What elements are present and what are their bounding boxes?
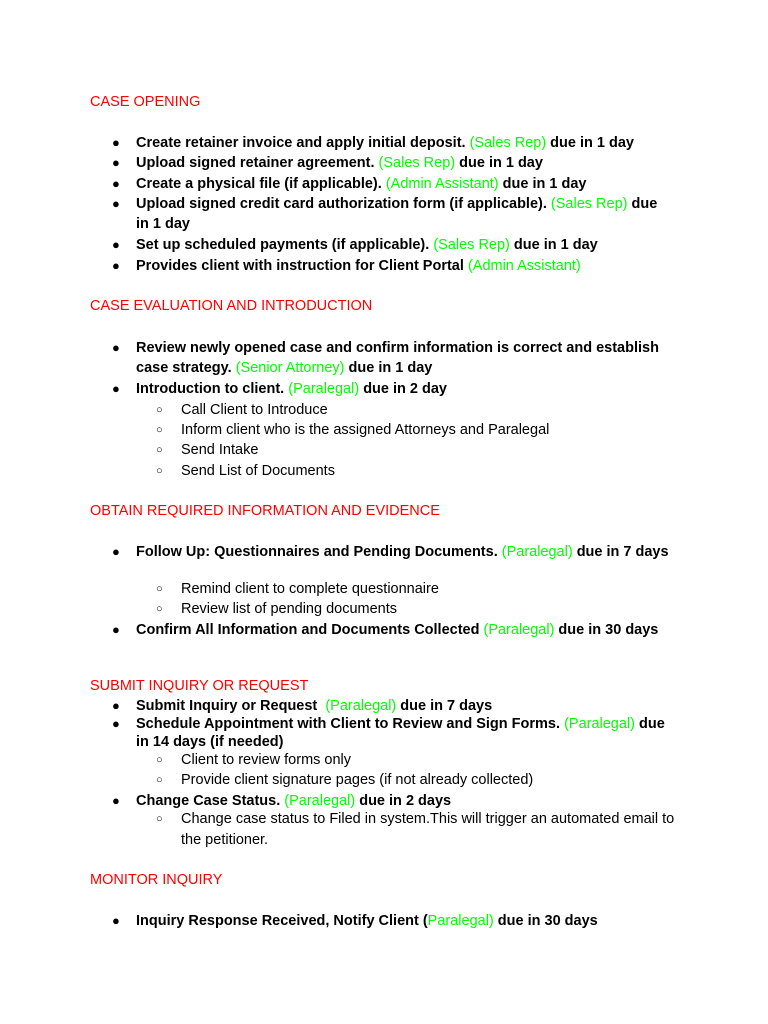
- bullet-icon: ●: [112, 793, 120, 808]
- sub-list-item: [156, 420, 686, 441]
- due-text: due in 1 day: [498, 176, 587, 192]
- section-heading-submit-inquiry: SUBMIT INQUIRY OR REQUEST: [90, 678, 309, 694]
- bullet-icon: ●: [112, 258, 120, 273]
- list-item: [112, 235, 672, 255]
- due-text: due in 1 day: [455, 155, 543, 171]
- sub-list-item: [156, 579, 686, 600]
- list-item: [112, 715, 672, 751]
- hollow-circle-bullet-icon: ○: [156, 465, 163, 477]
- due-text: due in 14 days (if needed): [136, 716, 665, 750]
- subtask-text: Review list of pending documents: [181, 601, 398, 617]
- subtask-text: Remind client to complete questionnaire: [181, 581, 439, 597]
- task-text: Review newly opened case and confirm information is correct and establish case strategy.: [136, 340, 659, 376]
- bullet-icon: ●: [112, 340, 120, 355]
- list-item: [112, 792, 672, 810]
- bullet-icon: ●: [112, 155, 120, 170]
- section-heading-case-opening: CASE OPENING: [90, 94, 201, 110]
- hollow-circle-bullet-icon: ○: [156, 424, 163, 436]
- hollow-circle-bullet-icon: ○: [156, 583, 163, 595]
- list-item: [112, 697, 672, 715]
- bullet-icon: ●: [112, 622, 120, 637]
- sub-list-item: [156, 599, 686, 620]
- due-text: due in 1 day: [546, 135, 634, 151]
- section-heading-case-evaluation: CASE EVALUATION AND INTRODUCTION: [90, 298, 373, 314]
- role-tag: (Paralegal): [483, 622, 555, 638]
- subtask-text: Inform client who is the assigned Attorneys and Paralegal: [181, 422, 550, 438]
- bullet-icon: ●: [112, 135, 120, 150]
- task-text: Inquiry Response Received, Notify Client (: [136, 913, 428, 929]
- task-text: Confirm All Information and Documents Collected: [136, 622, 484, 638]
- list-item: [112, 911, 672, 931]
- due-text: due in 1 day: [344, 360, 433, 376]
- task-text: Change Case Status.: [136, 793, 285, 809]
- due-text: due in 30 days: [554, 622, 659, 638]
- list-item: [112, 621, 672, 639]
- section-heading-obtain-information: OBTAIN REQUIRED INFORMATION AND EVIDENCE: [90, 503, 440, 519]
- sub-list-item: [156, 440, 686, 461]
- task-text: Introduction to client.: [136, 381, 289, 397]
- list-item: [112, 153, 672, 173]
- subtask-text: Client to review forms only: [181, 752, 352, 768]
- bullet-icon: ●: [112, 381, 120, 396]
- subtask-text: Provide client signature pages (if not already collected): [181, 772, 534, 788]
- role-tag: (Admin Assistant): [467, 258, 581, 274]
- task-text: Create retainer invoice and apply initial deposit.: [136, 135, 470, 151]
- bullet-icon: ●: [112, 716, 120, 731]
- sub-list-item: [156, 809, 676, 850]
- role-tag: (Paralegal): [325, 698, 397, 714]
- role-tag: (Sales Rep): [550, 196, 628, 212]
- task-text: Follow Up: Questionnaires and Pending Documents.: [136, 544, 502, 560]
- role-tag: (Senior Attorney): [235, 360, 345, 376]
- bullet-icon: ●: [112, 176, 120, 191]
- task-text: Submit Inquiry or Request: [136, 698, 326, 714]
- task-text: Schedule Appointment with Client to Review and Sign Forms.: [136, 716, 565, 732]
- role-tag: (Paralegal): [284, 793, 356, 809]
- list-item: [112, 338, 672, 378]
- task-text: Upload signed retainer agreement.: [136, 155, 379, 171]
- role-tag: (Paralegal): [501, 544, 573, 560]
- due-text: due in 1 day: [136, 196, 658, 232]
- due-text: due in 7 days: [572, 544, 669, 560]
- due-text: due in 2 day: [359, 381, 448, 397]
- task-text: Provides client with instruction for Client Portal: [136, 258, 468, 274]
- task-text: Create a physical file (if applicable).: [136, 176, 386, 192]
- due-text: due in 2 days: [355, 793, 452, 809]
- subtask-text: Send Intake: [181, 442, 259, 458]
- role-tag: (Sales Rep): [433, 237, 510, 253]
- list-item: [112, 133, 672, 153]
- task-text: Upload signed credit card authorization form (if applicable).: [136, 196, 551, 212]
- bullet-icon: ●: [112, 544, 120, 559]
- sub-list-item: [156, 750, 686, 771]
- subtask-text: Change case status to Filed in system.This will trigger an automated email to the petitioner.: [181, 811, 675, 848]
- list-item: [112, 194, 672, 234]
- hollow-circle-bullet-icon: ○: [156, 603, 163, 615]
- role-tag: (Paralegal): [288, 381, 360, 397]
- role-tag: (Sales Rep): [469, 135, 547, 151]
- hollow-circle-bullet-icon: ○: [156, 404, 163, 416]
- role-tag: (Paralegal): [564, 716, 635, 732]
- hollow-circle-bullet-icon: ○: [156, 774, 163, 786]
- sub-list-item: [156, 461, 686, 482]
- due-text: due in 7 days: [396, 698, 493, 714]
- hollow-circle-bullet-icon: ○: [156, 813, 163, 825]
- due-text: due in 30 days: [493, 913, 598, 929]
- bullet-icon: ●: [112, 698, 120, 713]
- role-tag: Paralegal): [427, 913, 494, 929]
- bullet-icon: ●: [112, 237, 120, 252]
- bullet-icon: ●: [112, 913, 120, 928]
- list-item: [112, 174, 672, 194]
- section-heading-monitor-inquiry: MONITOR INQUIRY: [90, 872, 223, 888]
- subtask-text: Send List of Documents: [181, 463, 335, 479]
- list-item: [112, 256, 672, 276]
- list-item: [112, 543, 672, 561]
- due-text: due in 1 day: [509, 237, 598, 253]
- bullet-icon: ●: [112, 196, 120, 211]
- sub-list-item: [156, 770, 686, 791]
- sub-list-item: [156, 400, 686, 421]
- hollow-circle-bullet-icon: ○: [156, 754, 163, 766]
- subtask-text: Call Client to Introduce: [181, 402, 328, 418]
- hollow-circle-bullet-icon: ○: [156, 444, 163, 456]
- role-tag: (Sales Rep): [378, 155, 456, 171]
- task-text: Set up scheduled payments (if applicable).: [136, 237, 434, 253]
- list-item: [112, 379, 672, 399]
- role-tag: (Admin Assistant): [385, 176, 499, 192]
